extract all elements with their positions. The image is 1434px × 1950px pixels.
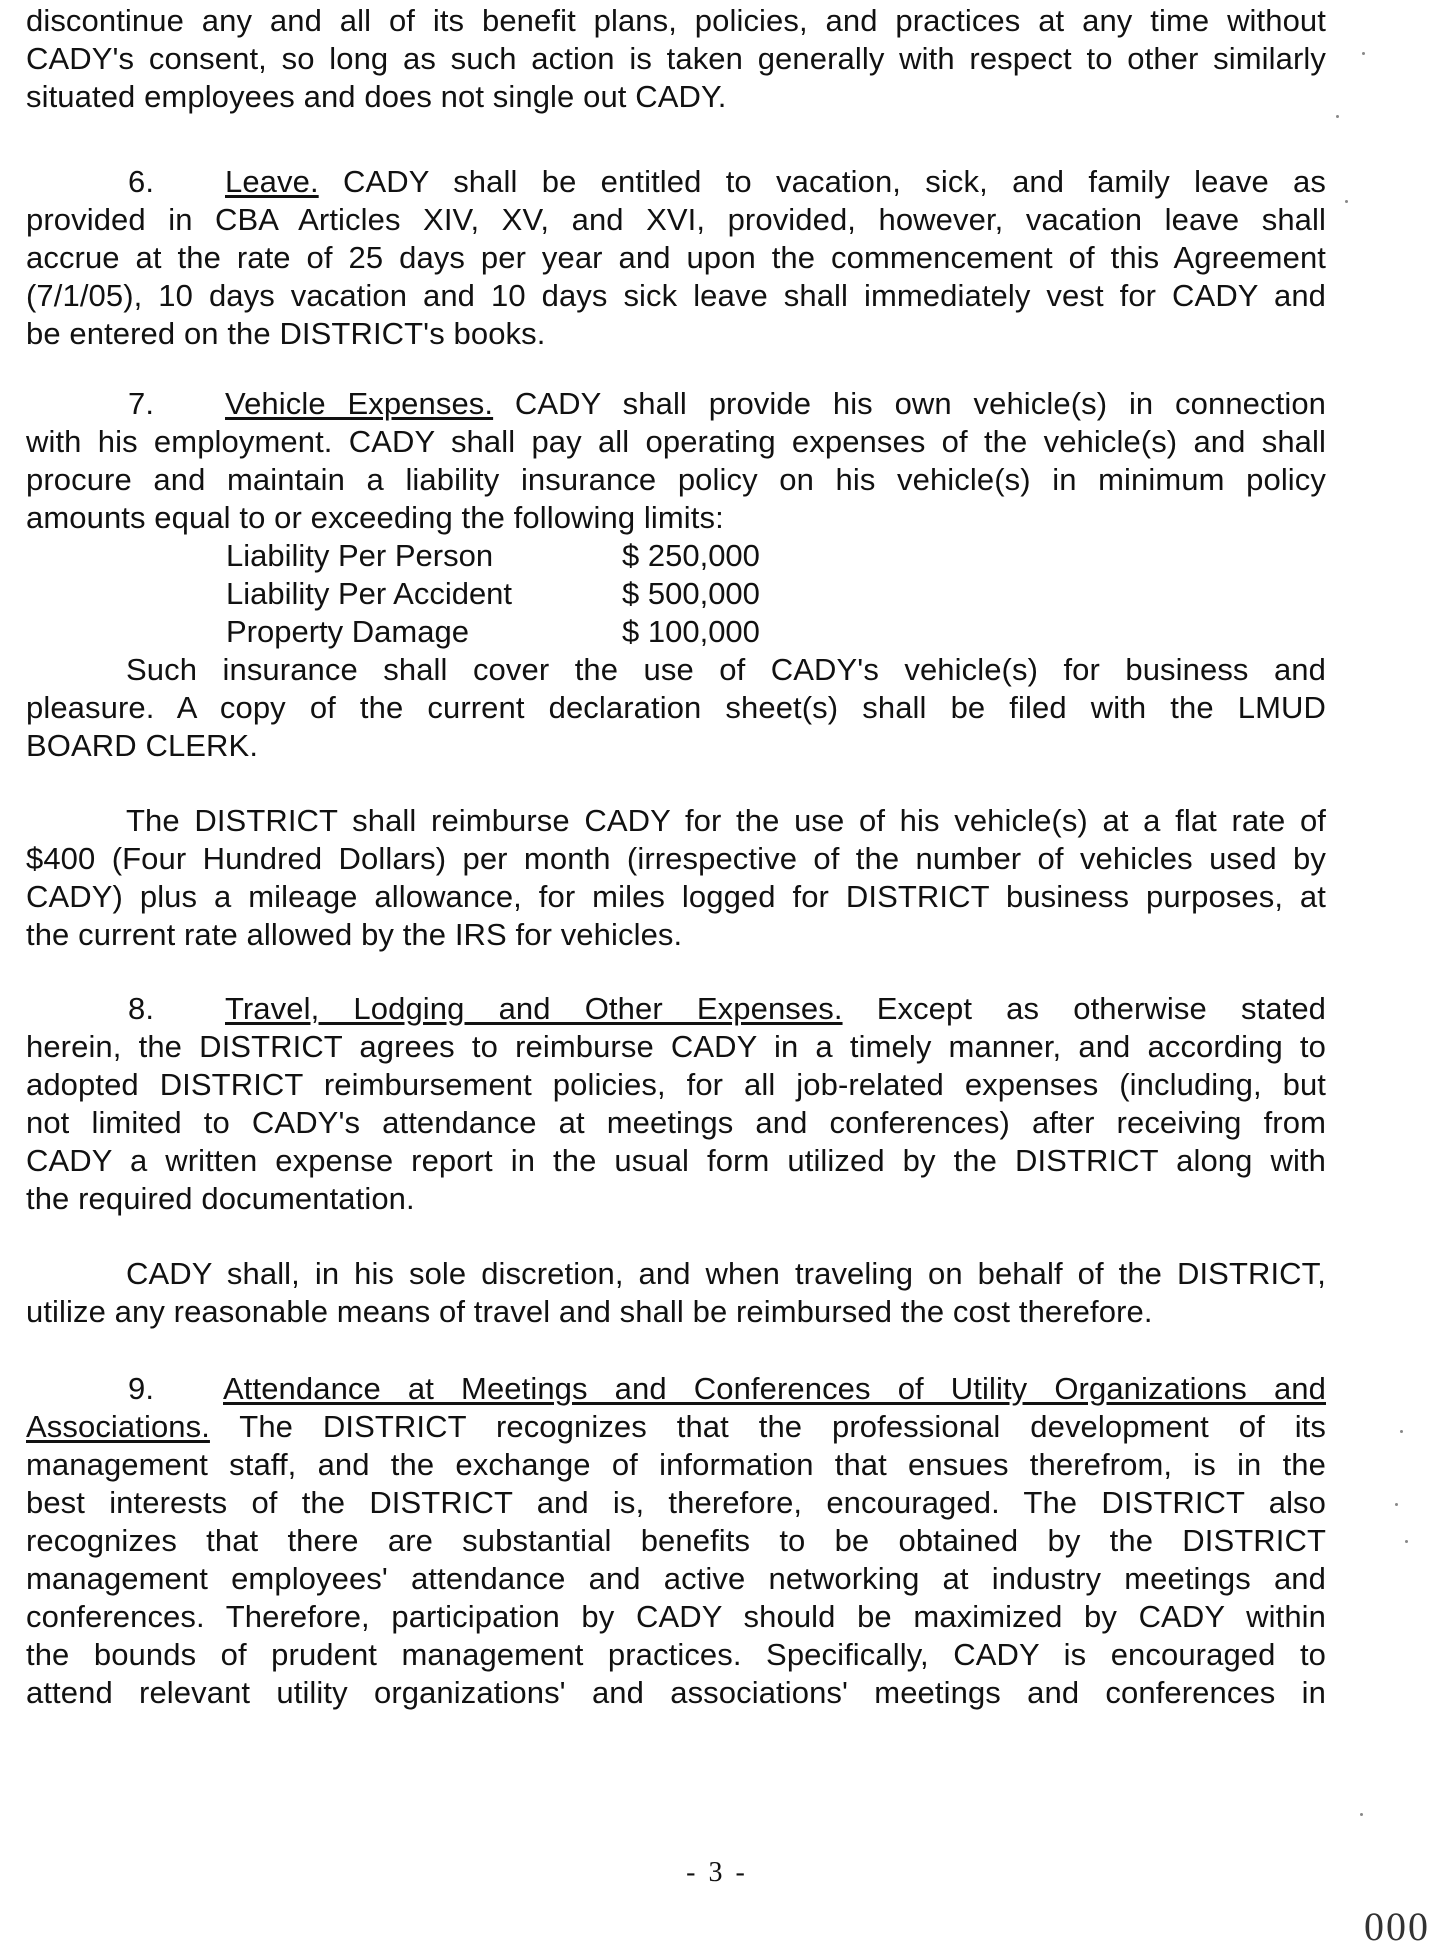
- text-line: recognizes that there are substantial benefits to be obtained by the DISTRICT: [26, 1523, 1326, 1558]
- section-heading: Attendance at Meetings and Conferences of Utility Organizations and: [223, 1371, 1326, 1406]
- travel-means-paragraph: [26, 1255, 1326, 1331]
- text-line: be entered on the DISTRICT's books.: [26, 316, 546, 351]
- section-8-travel-expenses: [26, 990, 1326, 1218]
- scan-speck: [1360, 1813, 1363, 1816]
- section-6-leave: [26, 163, 1326, 353]
- text-line: BOARD CLERK.: [26, 728, 259, 763]
- text-line: CADY's consent, so long as such action is taken generally with respect to other similarly: [26, 41, 1326, 76]
- section-heading: Travel, Lodging and Other Expenses.: [225, 991, 843, 1026]
- text-line: CADY shall provide his own vehicle(s) in connection: [514, 386, 1327, 421]
- text-line: conferences. Therefore, participation by CADY should be maximized by CADY within: [26, 1599, 1326, 1634]
- text-line: Except as otherwise stated: [876, 991, 1327, 1026]
- text-line: amounts equal to or exceeding the following limits:: [26, 500, 724, 535]
- text-line: the current rate allowed by the IRS for vehicles.: [26, 917, 683, 952]
- scan-speck: [1336, 115, 1339, 118]
- limit-label: Liability Per Accident: [226, 576, 513, 611]
- limit-amount: $ 250,000: [622, 538, 760, 573]
- section-number: 6.: [128, 164, 155, 199]
- text-line: CADY a written expense report in the usual form utilized by the DISTRICT along with: [26, 1143, 1326, 1178]
- text-line: situated employees and does not single out CADY.: [26, 79, 727, 114]
- text-line: provided in CBA Articles XIV, XV, and XVI, provided, however, vacation leave shall: [26, 202, 1326, 237]
- limit-amount: $ 100,000: [622, 614, 760, 649]
- text-line: attend relevant utility organizations' and associations' meetings and conferences in: [26, 1675, 1326, 1710]
- text-line: the required documentation.: [26, 1181, 415, 1216]
- text-line: $400 (Four Hundred Dollars) per month (irrespective of the number of vehicles used by: [26, 841, 1326, 876]
- scan-speck: [1395, 1503, 1398, 1506]
- text-line: management staff, and the exchange of information that ensues therefrom, is in the: [26, 1447, 1326, 1482]
- text-line: best interests of the DISTRICT and is, therefore, encouraged. The DISTRICT also: [26, 1485, 1326, 1520]
- text-line: utilize any reasonable means of travel and shall be reimbursed the cost therefore.: [26, 1294, 1153, 1329]
- table-row: [226, 537, 760, 575]
- text-line: pleasure. A copy of the current declaration sheet(s) shall be filed with the LMUD: [26, 690, 1326, 725]
- scan-speck: [1345, 200, 1348, 203]
- text-line: (7/1/05), 10 days vacation and 10 days sick leave shall immediately vest for CADY and: [26, 278, 1326, 313]
- text-line: the bounds of prudent management practices. Specifically, CADY is encouraged to: [26, 1637, 1326, 1672]
- text-line: management employees' attendance and active networking at industry meetings and: [26, 1561, 1326, 1596]
- text-line: Such insurance shall cover the use of CADY's vehicle(s) for business and: [126, 652, 1326, 687]
- text-line: The DISTRICT shall reimburse CADY for the use of his vehicle(s) at a flat rate of: [126, 803, 1326, 838]
- section-number: 7.: [128, 386, 155, 421]
- page-number: - 3 -: [686, 1857, 748, 1888]
- section-number: 9.: [128, 1371, 155, 1406]
- scan-speck: [1362, 52, 1365, 55]
- text-line: accrue at the rate of 25 days per year and upon the commencement of this Agreement: [26, 240, 1326, 275]
- text-line: CADY) plus a mileage allowance, for miles logged for DISTRICT business purposes, at: [26, 879, 1326, 914]
- section-number: 8.: [128, 991, 155, 1026]
- text-line: The DISTRICT recognizes that the professional development of its: [239, 1409, 1326, 1444]
- text-line: with his employment. CADY shall pay all operating expenses of the vehicle(s) and shall: [26, 424, 1326, 459]
- scan-speck: [1400, 1430, 1403, 1433]
- text-line: discontinue any and all of its benefit plans, policies, and practices at any time without: [26, 3, 1326, 38]
- section-7-vehicle-expenses: [26, 385, 1326, 537]
- text-line: adopted DISTRICT reimbursement policies, for all job-related expenses (including, but: [26, 1067, 1326, 1102]
- section-9-meetings-conferences: [26, 1370, 1326, 1712]
- text-line: CADY shall, in his sole discretion, and when traveling on behalf of the DISTRICT,: [126, 1256, 1326, 1291]
- section-heading: Vehicle Expenses.: [225, 386, 494, 421]
- scan-speck: [1405, 1540, 1408, 1543]
- vehicle-reimbursement-paragraph: [26, 802, 1326, 954]
- section-heading-continued: Associations.: [26, 1409, 210, 1444]
- insurance-coverage-paragraph: [26, 651, 1326, 765]
- section-heading: Leave.: [225, 164, 319, 199]
- text-line: CADY shall be entitled to vacation, sick, and family leave as: [342, 164, 1326, 199]
- text-line: not limited to CADY's attendance at meetings and conferences) after receiving from: [26, 1105, 1326, 1140]
- text-line: herein, the DISTRICT agrees to reimburse CADY in a timely manner, and according to: [26, 1029, 1326, 1064]
- limit-label: Property Damage: [226, 614, 469, 649]
- continuation-paragraph: [26, 2, 1326, 116]
- limit-label: Liability Per Person: [226, 538, 494, 573]
- text-line: procure and maintain a liability insurance policy on his vehicle(s) in minimum policy: [26, 462, 1326, 497]
- limit-amount: $ 500,000: [622, 576, 760, 611]
- bates-number-fragment: 000: [1364, 1904, 1430, 1949]
- insurance-limits-table: [226, 537, 760, 651]
- table-row: [226, 575, 760, 613]
- table-row: [226, 613, 760, 651]
